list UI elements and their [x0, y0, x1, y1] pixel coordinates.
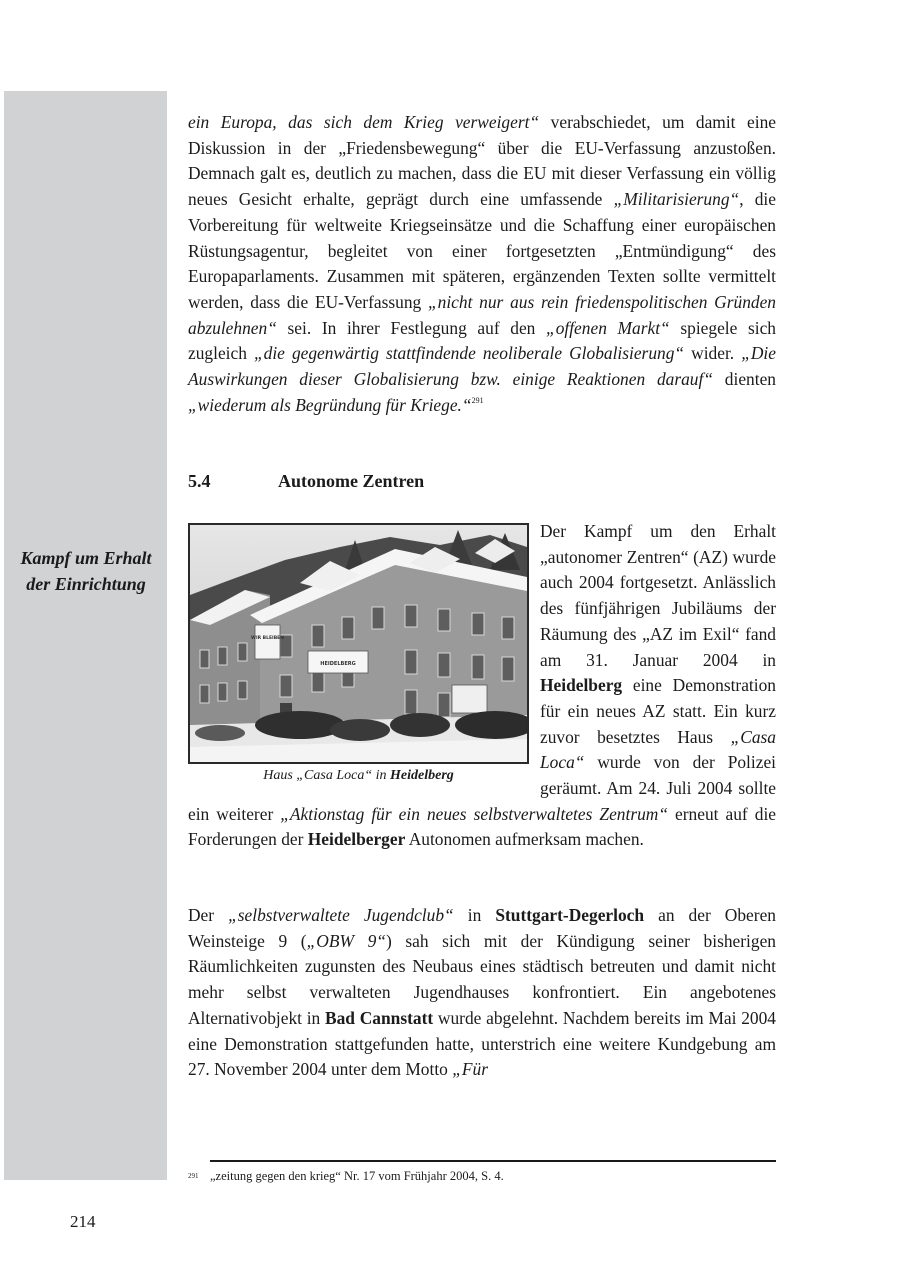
- paragraph-text: [188, 110, 776, 418]
- text-run: , die Vorbereitung für weltweite Kriegseinsätze und die Schaffung einer europäischen Rüstungsagentur, begleitet von einer fortgesetzten „Entmündigung“ des Europaparlaments. Zusammen mit späteren, ergänzenden Texten sollte vermittelt werden, dass die EU-Verfassung: [188, 189, 776, 312]
- page-number: 214: [70, 1212, 96, 1231]
- section-number: 5.4: [188, 471, 211, 491]
- text-run: Autonomen aufmerksam machen.: [405, 829, 644, 850]
- footnote-ref: 291: [471, 395, 484, 405]
- emphasis-text: „die gegenwärtig stattfindende neoliberale Globalisierung“: [253, 343, 685, 364]
- footnote-text: „zeitung gegen den krieg“ Nr. 17 vom Frühjahr 2004, S. 4.: [210, 1169, 504, 1183]
- emphasis-text: „nicht nur aus rein friedenspolitischen Gründen abzulehnen“: [188, 291, 776, 338]
- text-run: an der Oberen Weinsteige 9 (: [188, 905, 776, 951]
- emphasis-text: „Casa Loca“: [540, 726, 776, 773]
- text-run: eine Demonstration für ein neues AZ statt. Ein kurz zuvor besetztes Haus: [540, 675, 776, 747]
- text-run: wurde abgelehnt. Nachdem bereits im Mai 2004 eine Demonstration stattgefunden hatte, unterstrich eine weitere Kundgebung am 27. November 2004 unter dem Motto: [188, 1007, 776, 1080]
- house-photo: [188, 523, 529, 764]
- text-run: dienten: [713, 369, 776, 390]
- place-name: Heidelberg: [540, 675, 623, 696]
- section-heading: [188, 469, 776, 493]
- text-run: wurde von der Polizei geräumt. Am 24. Juli 2004 sollte ein weiterer: [188, 752, 776, 824]
- text-run: wider.: [684, 343, 742, 364]
- text-run: spiegele sich zugleich: [188, 317, 776, 364]
- emphasis-text: „offenen Markt“: [546, 317, 670, 338]
- text-run: Der: [188, 905, 229, 925]
- emphasis-text: „Die Auswirkungen dieser Globalisierung bzw. einige Reaktionen darauf“: [188, 343, 776, 390]
- caption-place: Heidelberg: [390, 768, 454, 783]
- banner-text: HEIDELBERG: [320, 661, 356, 667]
- place-name: Heidelberger: [307, 829, 406, 850]
- emphasis-text: „OBW 9“: [306, 930, 386, 951]
- text-run: ) sah sich mit der Kündigung seiner bisherigen Räumlichkeiten zugunsten des Neubaus eines städtisch betreuten und damit nicht mehr selbst verwalteten Jugendhauses konfrontiert. Ein angebotenes Alternativobjekt in: [188, 930, 776, 1028]
- text-run: verabschiedet, um damit eine Diskussion in der „Friedensbewegung“ über die EU-Verfassung anzustoßen. Demnach galt es, deutlich zu machen, dass die EU mit dieser Verfassung ein völlig neues Gesicht erhalte, geprägt durch eine umfassende: [188, 112, 776, 210]
- emphasis-text: ein Europa, das sich dem Krieg verweigert“: [188, 112, 540, 132]
- margin-note: Kampf um Erhalt der Einrichtung: [20, 548, 152, 594]
- figure-caption: Haus „Casa Loca“ in Heidelberg: [263, 768, 454, 783]
- place-name: Stuttgart-Degerloch: [495, 905, 645, 925]
- footnote: [188, 1168, 776, 1184]
- margin-strip: [4, 91, 167, 1180]
- paragraph-text: [188, 903, 776, 1083]
- paragraph-eu-constitution: [188, 110, 776, 418]
- text-run: Der Kampf um den Erhalt „autonomer Zentren“ (AZ) wurde auch 2004 fortgesetzt. Anlässlich des fünfjährigen Jubiläums der Räumung des „AZ im Exil“ fand am 31. Januar 2004 in: [540, 521, 776, 670]
- emphasis-text: „Militarisierung“: [613, 189, 740, 210]
- emphasis-text: „wiederum als Begründung für Kriege.“: [188, 394, 472, 415]
- house-photo-image: [190, 525, 527, 762]
- emphasis-text: „Aktionstag für ein neues selbstverwaltetes Zentrum“: [280, 803, 669, 824]
- paragraph-obw9: [188, 903, 776, 1083]
- figure-casa-loca: [188, 523, 529, 785]
- paragraph-autonome-zentren: [188, 519, 776, 853]
- place-name: Bad Cannstatt: [325, 1007, 434, 1028]
- text-run: erneut auf die Forderungen der: [188, 803, 776, 850]
- text-run: in: [453, 905, 496, 925]
- footnote-number: 291: [188, 1172, 199, 1180]
- text-run: sei. In ihrer Festlegung auf den: [276, 317, 547, 338]
- section-title: Autonome Zentren: [278, 471, 425, 491]
- banner-text: WIR BLEIBEN: [251, 636, 284, 641]
- footnote-divider: [210, 1160, 776, 1162]
- emphasis-text: „Für: [452, 1059, 488, 1080]
- emphasis-text: „selbstverwaltete Jugendclub“: [228, 905, 454, 925]
